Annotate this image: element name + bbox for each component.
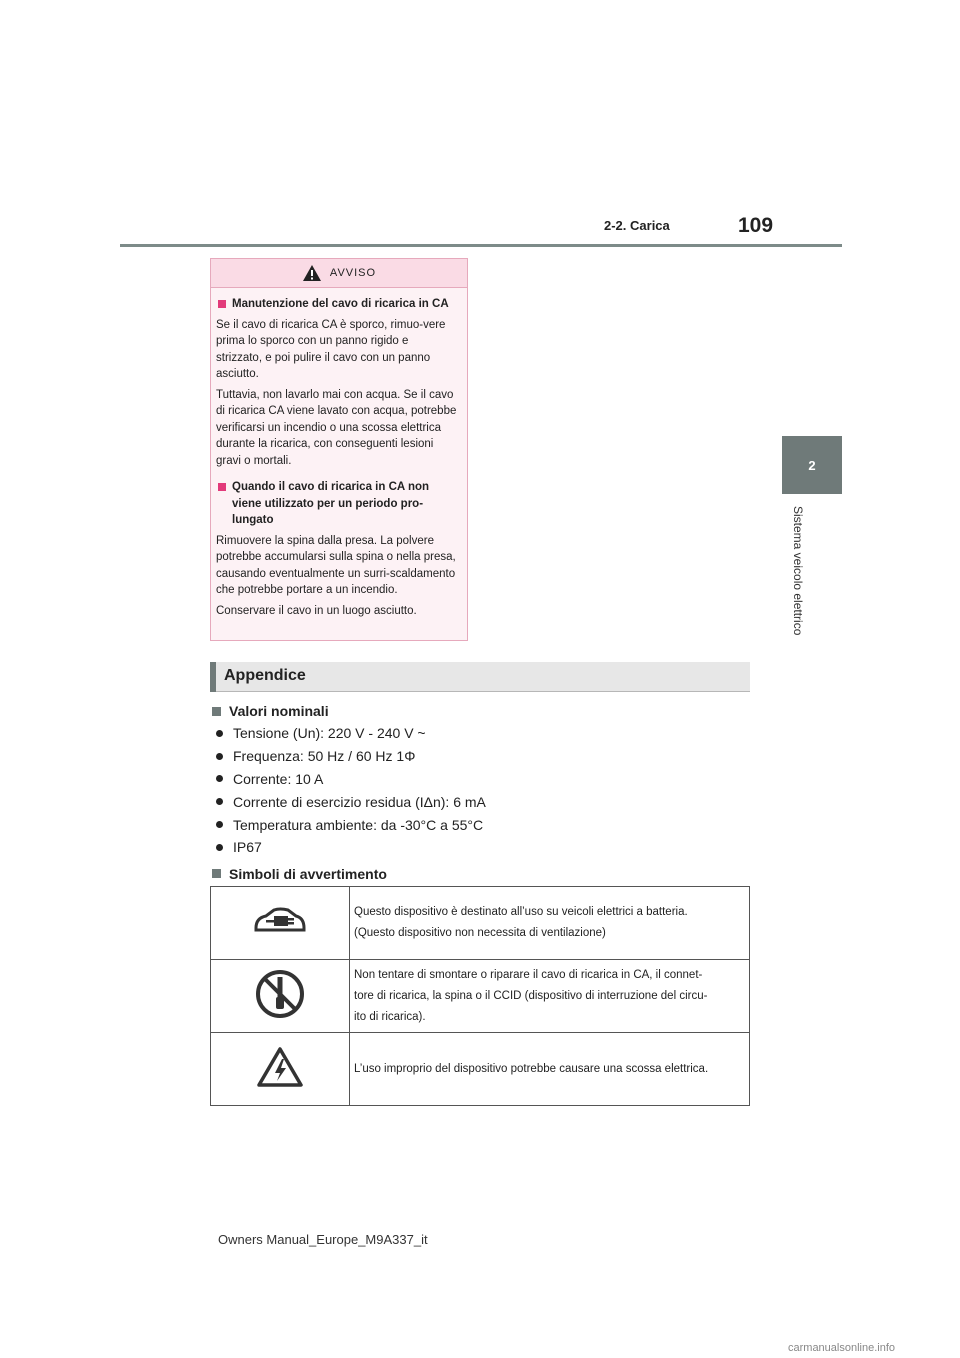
bullet-dot-icon (216, 775, 223, 782)
warning-paragraph: Rimuovere la spina dalla presa. La polvere potrebbe accumularsi sulla spina o nella presa, causando eventualmente un surri-scaldamento che potrebbe portare a un incendio. (216, 534, 456, 596)
header-rule (120, 244, 842, 247)
bullet-dot-icon (216, 798, 223, 805)
symbol-description: Questo dispositivo è destinato all’uso su veicoli elettrici a batteria. (Questo dispositivo non necessita di ventilazione) (350, 887, 750, 960)
rating-item: Frequenza: 50 Hz / 60 Hz 1Φ (212, 745, 752, 768)
square-bullet-icon (212, 869, 221, 878)
rating-item: Tensione (Un): 220 V - 240 V ~ (212, 722, 752, 745)
square-bullet-icon (218, 300, 226, 308)
appendix-heading-bar (210, 662, 750, 692)
rating-item: Temperatura ambiente: da -30°C a 55°C (212, 813, 752, 836)
symbol-icon-cell (211, 887, 350, 960)
symbol-icon-cell (211, 1033, 350, 1106)
footer-manual-id: Owners Manual_Europe_M9A337_it (218, 1232, 428, 1247)
bullet-dot-icon (216, 821, 223, 828)
bullet-dot-icon (216, 844, 223, 851)
warning-paragraph: Tuttavia, non lavarlo mai con acqua. Se il cavo di ricarica CA viene lavato con acqua, potrebbe verificarsi un incendio o una scossa elettrica durante la ricarica, con conseguenti lesioni gravi o mortali. (216, 388, 457, 467)
table-row (211, 887, 750, 960)
symbols-heading: Simboli di avvertimento (212, 863, 752, 885)
warning-paragraph: Se il cavo di ricarica CA è sporco, rimuo-vere prima lo sporco con un panno rigido e strizzato, e poi pulire il cavo con un panno asciutto. (216, 318, 446, 380)
rating-item: IP67 (212, 836, 752, 859)
table-row (211, 960, 750, 1033)
warning-box (210, 258, 468, 641)
warning-title: AVVISO (329, 267, 377, 279)
warning-paragraph: Conservare il cavo in un luogo asciutto. (216, 604, 417, 617)
electric-vehicle-icon (252, 923, 308, 940)
bullet-dot-icon (216, 753, 223, 760)
no-disassembly-icon (255, 1006, 305, 1023)
symbol-description: Non tentare di smontare o riparare il cavo di ricarica in CA, il connet- tore di ricarica, la spina o il CCID (dispositivo di interruzione del circu- ito di ricarica). (350, 960, 750, 1033)
table-row (211, 1033, 750, 1106)
symbol-description: L’uso improprio del dispositivo potrebbe causare una scossa elettrica. (350, 1033, 750, 1106)
warning-symbols-table (210, 886, 750, 1106)
chapter-side-label: Sistema veicolo elettrico (791, 506, 805, 636)
warning-item-heading: Quando il cavo di ricarica in CA non viene utilizzato per un periodo pro-lungato (216, 479, 457, 529)
warning-header (211, 259, 467, 288)
symbol-icon-cell (211, 960, 350, 1033)
ratings-heading: Valori nominali (212, 700, 752, 722)
rating-item: Corrente: 10 A (212, 768, 752, 791)
warning-item-heading: Manutenzione del cavo di ricarica in CA (216, 296, 457, 313)
page-number: 109 (738, 214, 774, 237)
chapter-tab: 2 (782, 436, 842, 494)
warning-triangle-icon (302, 264, 322, 282)
watermark: carmanualsonline.info (788, 1342, 896, 1354)
appendix-content (212, 700, 752, 885)
square-bullet-icon (218, 483, 226, 491)
heading-accent (210, 662, 216, 692)
square-bullet-icon (212, 707, 221, 716)
bullet-dot-icon (216, 730, 223, 737)
electric-shock-warning-icon (257, 1074, 303, 1091)
appendix-title: Appendice (224, 667, 306, 684)
rating-item: Corrente di esercizio residua (IΔn): 6 mA (212, 790, 752, 813)
header-section-title: 2-2. Carica (604, 218, 670, 233)
